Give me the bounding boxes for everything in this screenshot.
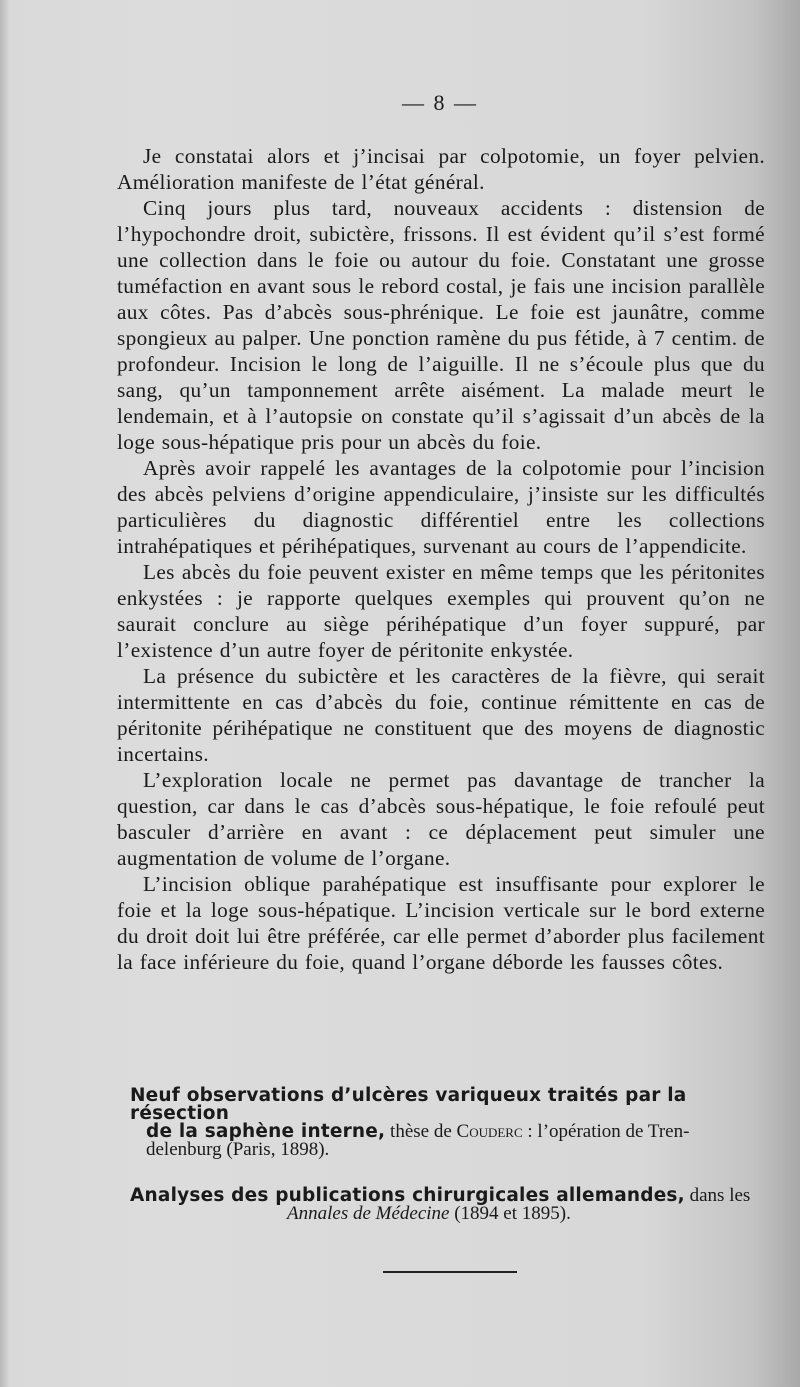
paragraph: Les abcès du foie peuvent exister en même temps que les péritonites enkystées : je rapporte quelques exemples qui prouvent qu’on ne saurait conclure au siège périhépatique d’un foyer suppuré, par l’existence d’un autre foyer de péritonite enkystée. <box>117 560 765 662</box>
bibliography-text: : l’opération de Tren- <box>522 1121 690 1142</box>
bibliography-title-continued: de la saphène interne, <box>146 1121 386 1142</box>
paragraph: La présence du subictère et les caractères de la fièvre, qui serait intermittente en cas d’abcès du foie, continue rémittente en cas de péritonite périhépatique ne constituent que des moyens de diagnostic incertains. <box>117 664 765 766</box>
section-divider <box>383 1271 517 1273</box>
bibliography-line <box>130 1205 770 1223</box>
paragraph: L’exploration locale ne permet pas davantage de trancher la question, car dans le cas d’abcès sous-hépatique, le foie refoulé peut basculer d’arrière en avant : ce déplacement peut simuler une augmentation de volume de l’organe. <box>117 768 765 870</box>
paragraph: Je constatai alors et j’incisai par colpotomie, un foyer pelvien. Amélioration manifeste de l’état général. <box>117 144 765 194</box>
bibliography-author: Couderc <box>456 1121 523 1142</box>
paragraph: Cinq jours plus tard, nouveaux accidents : distension de l’hypochondre droit, subictère, frissons. Il est évident qu’il s’est formé une collection dans le foie ou autour du foie. Constatant une grosse tuméfaction en avant sous le rebord costal, je fais une incision parallèle aux côtes. Pas d’abcès sous-phrénique. Le foie est jaunâtre, comme spongieux au palper. Une ponction ramène du pus fétide, à 7 centim. de profondeur. Incision le long de l’aiguille. Il ne s’écoule plus que du sang, qu’un tamponnement arrête aisément. La malade meurt le lendemain, et à l’autopsie on constate qu’il s’agissait d’un abcès de la loge sous-hépatique pris pour un abcès du foie. <box>117 196 765 454</box>
bibliography-title: Analyses des publications chirurgicales allemandes, <box>130 1185 685 1206</box>
body-text <box>117 143 765 975</box>
paragraph: Après avoir rappelé les avantages de la colpotomie pour l’incision des abcès pelviens d’origine appendiculaire, j’insiste sur les difficultés particulières du diagnostic différentiel entre les collections intrahépatiques et périhépatiques, survenant au cours de l’appendicite. <box>117 456 765 558</box>
bibliography-entry <box>130 1187 770 1223</box>
bibliography-title: Neuf observations d’ulcères variqueux traités par la résection <box>130 1085 687 1124</box>
bibliography-text: dans les <box>684 1185 751 1206</box>
paragraph: L’incision oblique parahépatique est insuffisante pour explorer le foie et la loge sous-hépatique. L’incision verticale sur le bord externe du droit doit lui être préférée, car elle permet d’aborder plus facilement la face inférieure du foie, quand l’organe déborde les fausses côtes. <box>117 872 765 974</box>
bibliography-line: delenburg (Paris, 1898). <box>146 1139 330 1160</box>
bibliography-years: (1894 et 1895). <box>449 1203 571 1224</box>
bibliography-text: thèse de <box>385 1121 457 1142</box>
bibliography-journal: Annales de Médecine <box>287 1203 450 1224</box>
bibliography-entry <box>130 1087 770 1159</box>
bibliography-title-line <box>130 1087 770 1123</box>
page-number: — 8 — <box>402 90 478 115</box>
